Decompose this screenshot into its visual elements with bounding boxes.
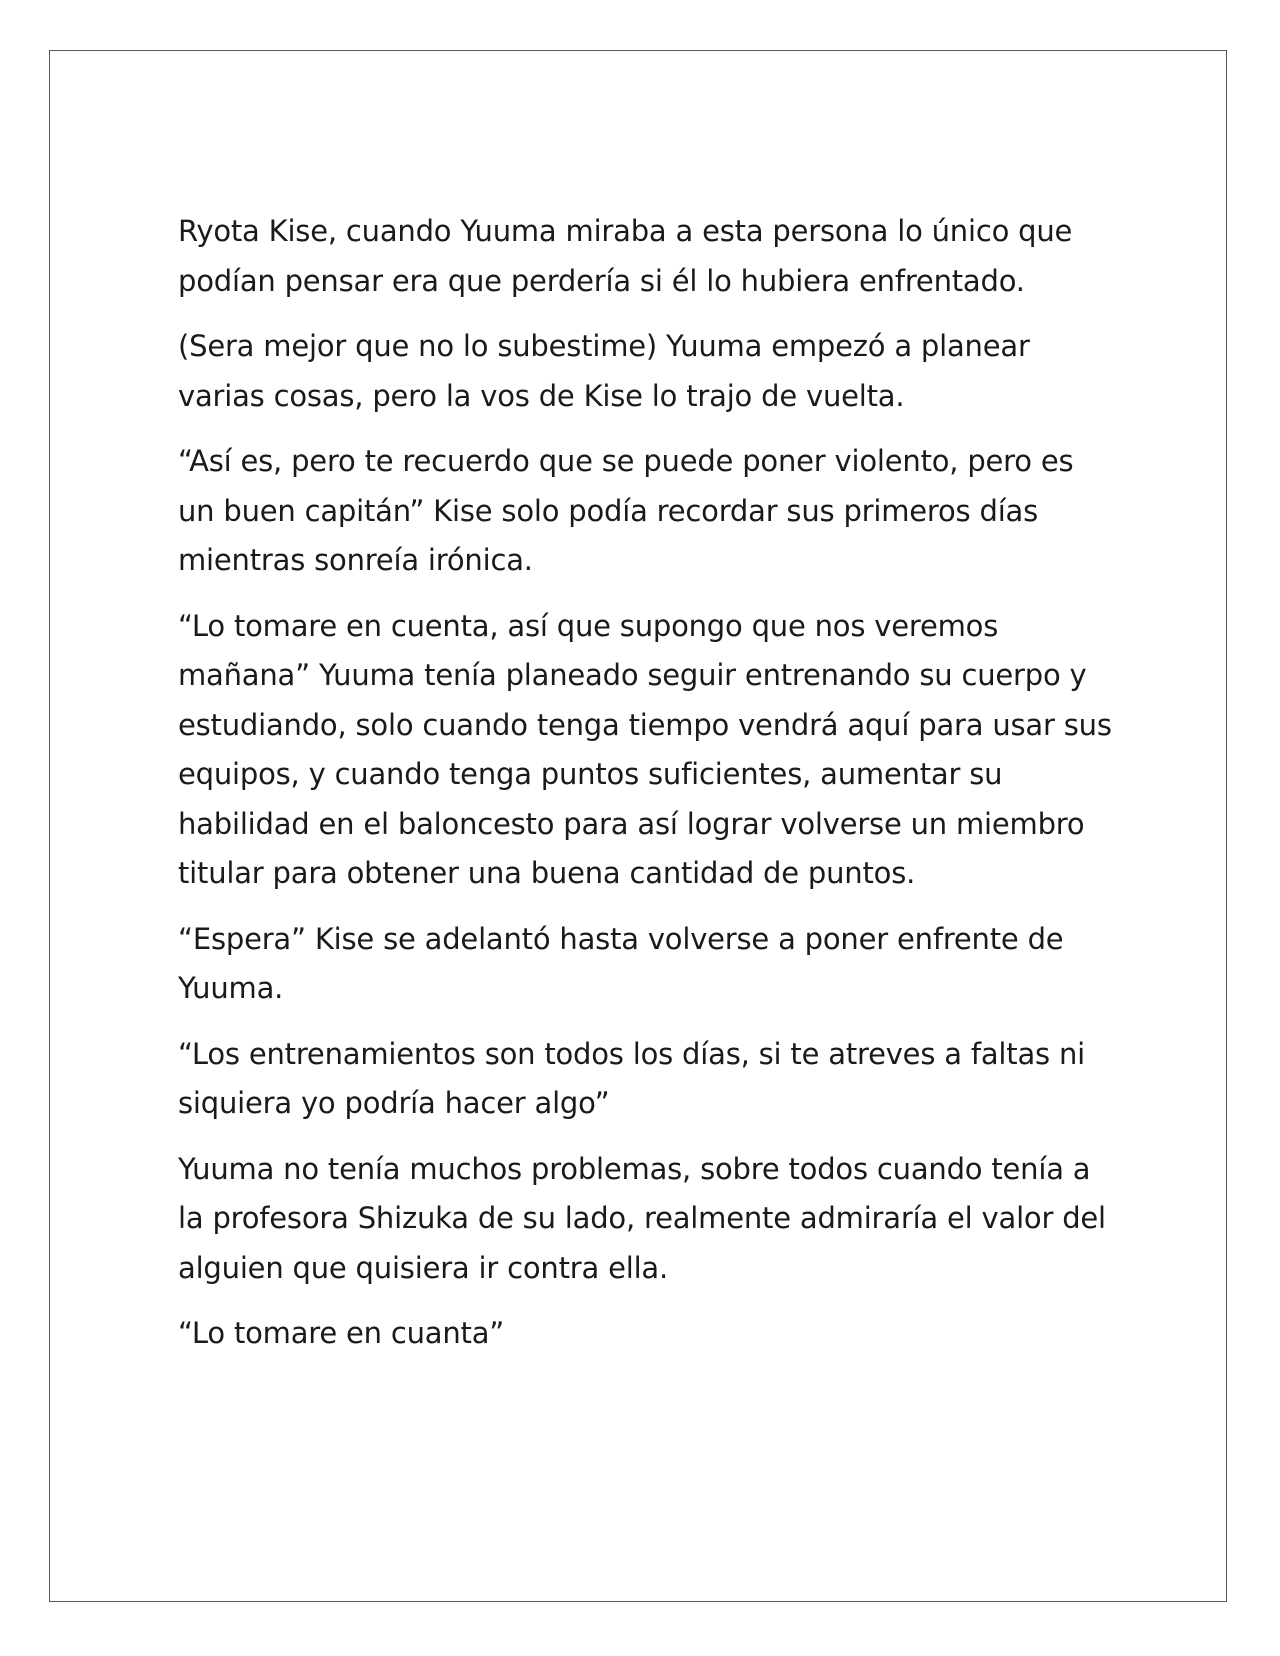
paragraph-6: “Los entrenamientos son todos los días, si te atreves a faltas ni siquiera yo podría hacer algo” bbox=[178, 1036, 1085, 1120]
paragraph-5: “Espera” Kise se adelantó hasta volverse a poner enfrente de Yuuma. bbox=[178, 921, 1064, 1005]
paragraph-2: (Sera mejor que no lo subestime) Yuuma empezó a planear varias cosas, pero la vos de Kise lo trajo de vuelta. bbox=[178, 329, 1030, 413]
paragraph-7: Yuuma no tenía muchos problemas, sobre todos cuando tenía a la profesora Shizuka de su lado, realmente admiraría el valor del alguien que quisiera ir contra ella. bbox=[178, 1151, 1106, 1285]
paragraph-3: “Así es, pero te recuerdo que se puede poner violento, pero es un buen capitán” Kise solo podía recordar sus primeros días mientras sonreía irónica. bbox=[178, 444, 1074, 577]
paragraph-1: Ryota Kise, cuando Yuuma miraba a esta persona lo único que podían pensar era que perdería si él lo hubiera enfrentado. bbox=[178, 214, 1073, 298]
paragraph-4: “Lo tomare en cuenta, así que supongo que nos veremos mañana” Yuuma tenía planeado seguir entrenando su cuerpo y estudiando, solo cuando tenga tiempo vendrá aquí para usar sus equipos, y cuando tenga puntos suficientes, aumentar su habilidad en el baloncesto para así lograr volverse un miembro titular para obtener una buena cantidad de puntos. bbox=[178, 608, 1112, 890]
document-body bbox=[178, 207, 1118, 1375]
paragraph-8: “Lo tomare en cuanta” bbox=[178, 1316, 505, 1350]
